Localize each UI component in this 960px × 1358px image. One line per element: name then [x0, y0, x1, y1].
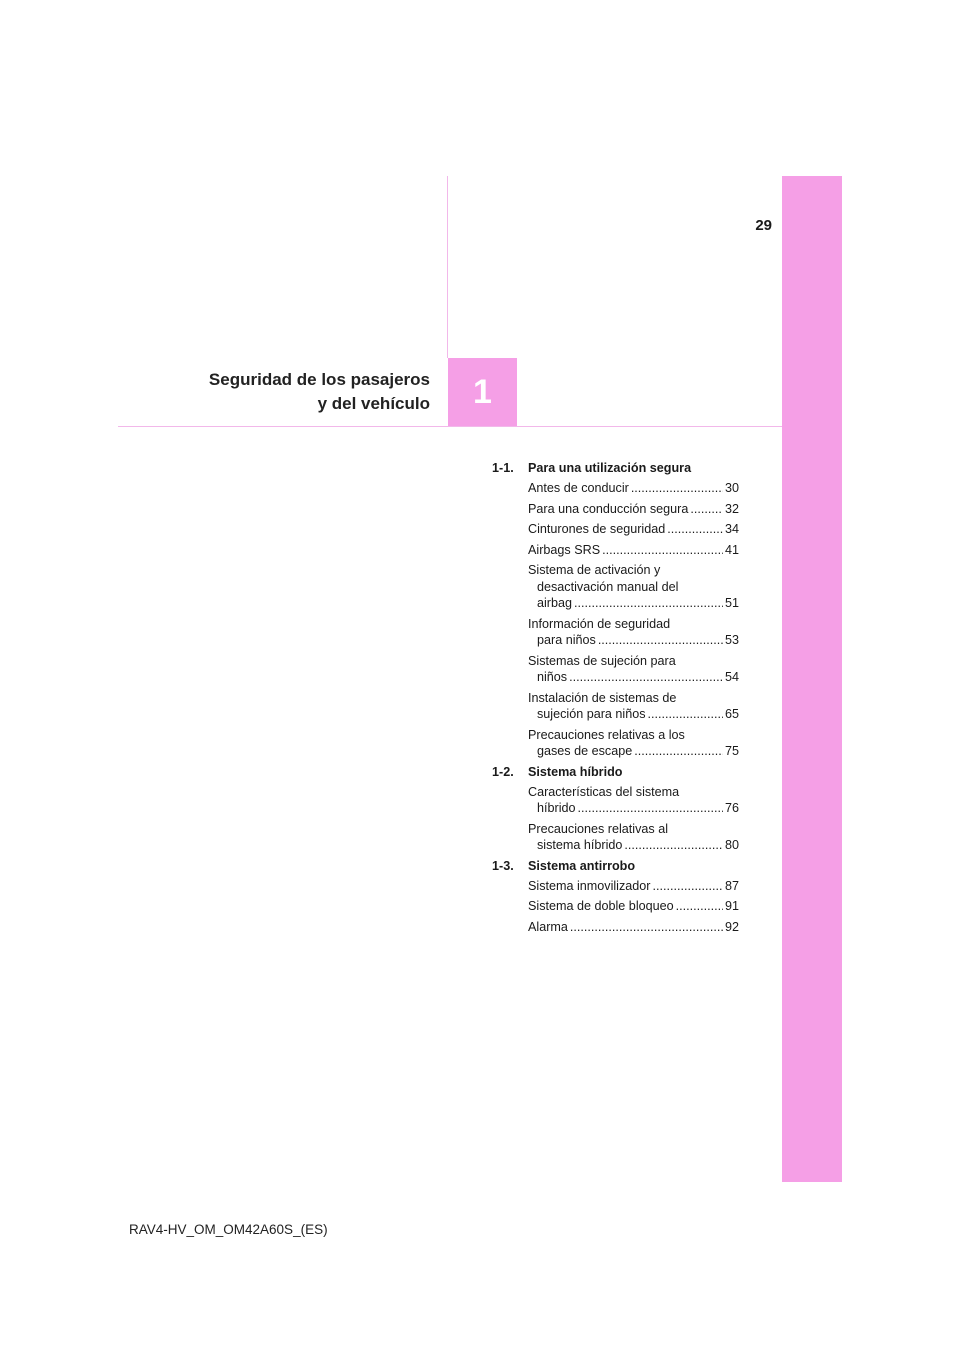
toc-entry[interactable] — [528, 878, 739, 895]
footer-code: RAV4-HV_OM_OM42A60S_(ES) — [129, 1222, 328, 1237]
toc-section-number: 1-3. — [492, 858, 514, 873]
toc-entry-line: gases de escape — [537, 744, 633, 758]
table-of-contents — [492, 460, 739, 939]
toc-entry-line: sujeción para niños — [537, 707, 646, 721]
toc-entry-page: 65 — [724, 707, 739, 721]
toc-entry-line: airbag — [537, 596, 573, 610]
toc-entry-page: 51 — [724, 596, 739, 610]
toc-section — [492, 460, 739, 480]
toc-leader-dots — [570, 919, 723, 936]
toc-entry-page: 87 — [724, 878, 739, 893]
toc-entry-line: Antes de conducir — [528, 481, 629, 495]
chapter-title — [209, 368, 430, 416]
toc-section-number: 1-1. — [492, 461, 514, 475]
toc-entry[interactable] — [528, 898, 739, 915]
toc-entry-page: 32 — [724, 501, 739, 516]
toc-entry-page: 30 — [724, 481, 739, 495]
toc-section — [492, 858, 739, 878]
toc-entry-page: 53 — [724, 633, 739, 647]
toc-entry-page: 80 — [724, 838, 739, 852]
toc-leader-dots — [667, 521, 723, 538]
toc-entry-page: 91 — [724, 899, 739, 913]
toc-entry-line: Sistema de activación y — [528, 563, 661, 577]
chapter-title-line-2: y del vehículo — [317, 394, 430, 413]
toc-entry-line: Sistema inmovilizador — [528, 878, 651, 893]
page-number: 29 — [755, 217, 772, 234]
toc-entry[interactable] — [528, 616, 739, 649]
toc-entry-line: Para una conducción segura — [528, 501, 689, 516]
toc-leader-dots — [690, 501, 723, 518]
toc-entry-line: Sistema de doble bloqueo — [528, 899, 674, 913]
toc-entry-line: Instalación de sistemas de — [528, 690, 677, 705]
chapter-number: 1 — [473, 372, 492, 411]
toc-entry-line: Información de seguridad — [528, 616, 671, 631]
toc-leader-dots — [578, 800, 723, 817]
toc-entry-page: 41 — [724, 542, 739, 557]
toc-leader-dots — [631, 480, 723, 497]
toc-entry-page: 54 — [724, 670, 739, 684]
toc-section — [492, 764, 739, 784]
toc-entry-line: Airbags SRS — [528, 542, 601, 557]
toc-entry[interactable] — [528, 690, 739, 723]
toc-section-title[interactable]: Para una utilización segura — [528, 461, 692, 475]
toc-entry[interactable] — [528, 480, 739, 497]
toc-entry-line: desactivación manual del — [537, 579, 679, 594]
toc-entry-line: niños — [537, 670, 568, 684]
toc-section-number: 1-2. — [492, 764, 514, 779]
toc-leader-dots — [574, 595, 723, 612]
horizontal-divider — [118, 426, 782, 427]
toc-entry[interactable] — [528, 542, 739, 559]
toc-leader-dots — [676, 898, 723, 915]
vertical-divider — [447, 176, 448, 358]
chapter-title-line-1: Seguridad de los pasajeros — [208, 370, 430, 389]
toc-entry-page: 76 — [724, 801, 739, 815]
toc-entry-page: 34 — [724, 522, 739, 536]
toc-entry-page: 75 — [724, 744, 739, 758]
toc-entry-line: Precauciones relativas a los — [528, 727, 685, 742]
toc-entry[interactable] — [528, 784, 739, 817]
toc-leader-dots — [602, 542, 723, 559]
toc-entry-line: Sistemas de sujeción para — [528, 653, 676, 668]
chapter-side-tab — [782, 176, 842, 1182]
toc-entry-line: Cinturones de seguridad — [528, 522, 666, 536]
toc-entry-page: 92 — [724, 919, 739, 934]
toc-entry-line: Precauciones relativas al — [528, 821, 669, 836]
toc-entry-line: híbrido — [537, 801, 576, 815]
toc-entry[interactable] — [528, 727, 739, 760]
toc-entry[interactable] — [528, 501, 739, 518]
toc-leader-dots — [624, 837, 723, 854]
toc-entry-line: Características del sistema — [528, 784, 680, 799]
toc-entry[interactable] — [528, 562, 739, 612]
toc-leader-dots — [598, 632, 723, 649]
toc-entry-line: Alarma — [528, 919, 568, 934]
toc-entry[interactable] — [528, 653, 739, 686]
toc-entry-line: para niños — [537, 633, 596, 647]
toc-section-title[interactable]: Sistema híbrido — [528, 764, 623, 779]
toc-entry[interactable] — [528, 919, 739, 936]
chapter-number-box — [448, 358, 517, 426]
toc-entry[interactable] — [528, 821, 739, 854]
toc-leader-dots — [652, 878, 723, 895]
toc-entry-line: sistema híbrido — [537, 838, 623, 852]
toc-leader-dots — [634, 743, 723, 760]
toc-section-title[interactable]: Sistema antirrobo — [528, 858, 636, 873]
toc-leader-dots — [569, 669, 723, 686]
toc-entry[interactable] — [528, 521, 739, 538]
toc-leader-dots — [648, 706, 723, 723]
